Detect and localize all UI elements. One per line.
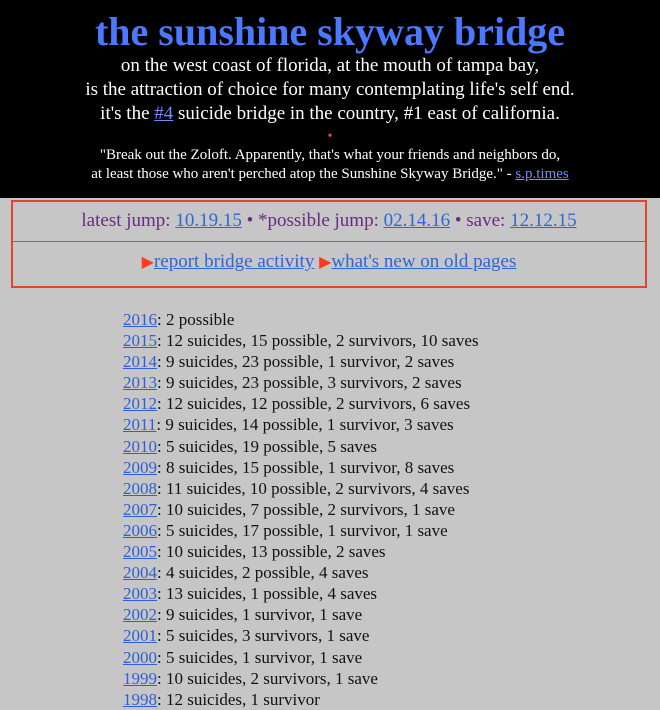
list-item — [123, 372, 479, 393]
links-row — [13, 242, 645, 275]
list-item — [123, 393, 479, 414]
year-summary: : 2 possible — [157, 310, 235, 329]
year-summary: : 13 suicides, 1 possible, 4 saves — [157, 584, 378, 604]
separator-dot: • — [241, 210, 258, 231]
save-link[interactable]: 12.12.15 — [510, 210, 577, 231]
list-item — [123, 351, 479, 372]
list-item — [123, 330, 479, 351]
intro-line-2: is the attraction of choice for many contemplating life's self end. — [85, 79, 575, 100]
list-item — [123, 457, 479, 478]
play-arrow-icon: ▶ — [141, 254, 154, 271]
year-summary: : 4 suicides, 2 possible, 4 saves — [157, 563, 369, 583]
rank-link[interactable]: #4 — [154, 103, 174, 124]
intro-line-3-suffix: suicide bridge in the country, #1 east of california. — [173, 103, 560, 124]
save-label: save: — [466, 210, 511, 231]
year-summary: : 5 suicides, 3 survivors, 1 save — [157, 626, 370, 646]
year-summary: : 5 suicides, 1 survivor, 1 save — [157, 647, 363, 667]
year-link[interactable]: 2007 — [123, 499, 157, 519]
year-link[interactable]: 2005 — [123, 542, 157, 562]
list-item — [123, 689, 479, 710]
year-link[interactable]: 2000 — [123, 647, 157, 667]
list-item — [123, 604, 479, 625]
latest-jump-label: latest jump: — [81, 210, 176, 231]
separator-dot: • — [450, 210, 467, 231]
list-item — [123, 562, 479, 583]
year-summary: : 12 suicides, 1 survivor — [157, 689, 320, 709]
year-link[interactable]: 1999 — [123, 668, 157, 688]
report-activity-link[interactable]: report bridge activity — [153, 251, 315, 272]
list-item — [123, 647, 479, 668]
year-link[interactable]: 2013 — [123, 373, 157, 393]
year-link[interactable]: 2006 — [123, 520, 157, 540]
year-summary: : 9 suicides, 23 possible, 1 survivor, 2 saves — [157, 352, 455, 372]
year-summary: : 11 suicides, 10 possible, 2 survivors, 4 saves — [157, 478, 470, 498]
year-summary: : 10 suicides, 7 possible, 2 survivors, 1 save — [157, 499, 455, 519]
list-item — [123, 625, 479, 646]
year-link[interactable]: 2012 — [123, 394, 157, 414]
year-summary: : 5 suicides, 17 possible, 1 survivor, 1 save — [157, 520, 448, 540]
list-item — [123, 499, 479, 520]
whats-new-link[interactable]: what's new on old pages — [331, 251, 517, 272]
intro-line-3-prefix: it's the — [100, 103, 155, 124]
year-summary: : 10 suicides, 2 survivors, 1 save — [157, 668, 378, 688]
year-link[interactable]: 2010 — [123, 436, 157, 456]
latest-jump-link[interactable]: 10.19.15 — [175, 210, 242, 231]
year-link[interactable]: 2009 — [123, 457, 157, 477]
list-item — [123, 309, 479, 330]
list-item — [123, 520, 479, 541]
year-summary: : 9 suicides, 1 survivor, 1 save — [157, 605, 363, 625]
quote-line-1: "Break out the Zoloft. Apparently, that's what your friends and neighbors do, — [99, 147, 561, 163]
possible-jump-link[interactable]: 02.14.16 — [383, 210, 451, 231]
year-summary: : 12 suicides, 15 possible, 2 survivors, 10 saves — [157, 331, 479, 351]
year-link[interactable]: 2002 — [123, 605, 157, 625]
year-summary: : 5 suicides, 19 possible, 5 saves — [157, 436, 378, 456]
intro-line-1: on the west coast of florida, at the mouth of tampa bay, — [120, 55, 540, 76]
year-link[interactable]: 2011 — [123, 415, 157, 435]
possible-jump-label: *possible jump: — [258, 210, 384, 231]
year-summary: : 8 suicides, 15 possible, 1 survivor, 8 saves — [157, 457, 455, 477]
year-summary: : 9 suicides, 14 possible, 1 survivor, 3 saves — [156, 415, 454, 435]
list-item — [123, 583, 479, 604]
status-box — [11, 200, 647, 288]
year-link[interactable]: 2001 — [123, 626, 157, 646]
year-link[interactable]: 2003 — [123, 584, 157, 604]
quote-source-link[interactable]: s.p.times — [515, 166, 569, 182]
page-header — [0, 0, 660, 198]
year-summary: : 10 suicides, 13 possible, 2 saves — [157, 542, 386, 562]
year-link[interactable]: 2014 — [123, 352, 157, 372]
intro-line-3 — [0, 102, 660, 126]
bullet-dot-icon: • — [327, 129, 333, 144]
list-item — [123, 414, 479, 435]
year-summary: : 9 suicides, 23 possible, 3 survivors, 2 saves — [157, 373, 462, 393]
list-item — [123, 478, 479, 499]
status-row — [13, 202, 645, 233]
list-item — [123, 668, 479, 689]
play-arrow-icon: ▶ — [319, 254, 332, 271]
year-link[interactable]: 2004 — [123, 563, 157, 583]
year-link[interactable]: 2016 — [123, 310, 157, 329]
year-link[interactable]: 1998 — [123, 689, 157, 709]
year-link[interactable]: 2015 — [123, 331, 157, 351]
quote-line-2 — [0, 165, 660, 184]
list-item — [123, 541, 479, 562]
list-item — [123, 436, 479, 457]
year-link[interactable]: 2008 — [123, 478, 157, 498]
year-summary: : 12 suicides, 12 possible, 2 survivors, 6 saves — [157, 394, 471, 414]
quote-line-2-text: at least those who aren't perched atop the Sunshine Skyway Bridge." - — [91, 166, 516, 182]
yearly-stats-list — [123, 309, 479, 710]
page-title: the sunshine skyway bridge — [94, 9, 566, 54]
